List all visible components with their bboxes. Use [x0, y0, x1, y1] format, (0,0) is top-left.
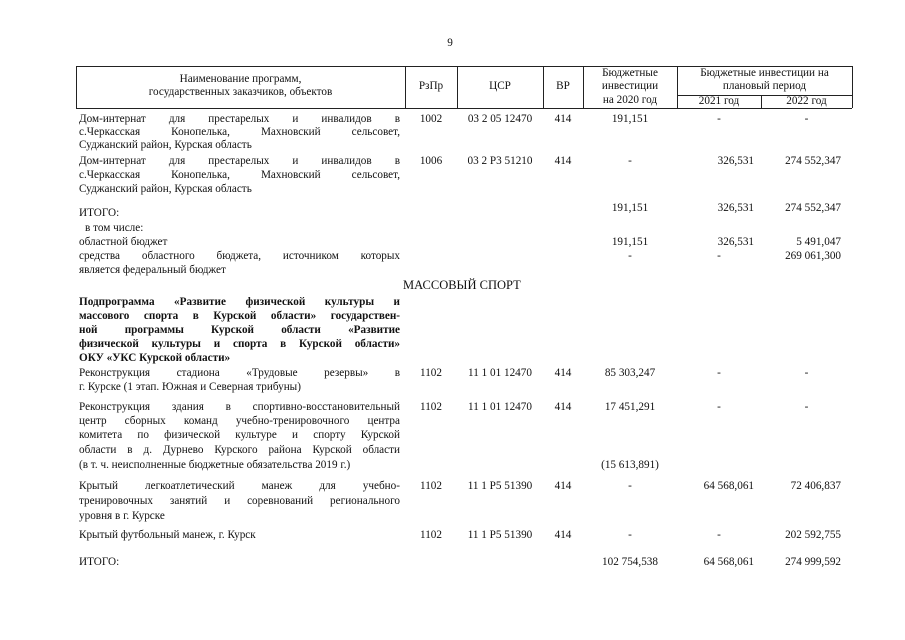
federal-label-line2: является федеральный бюджет	[79, 264, 226, 276]
row4-2020: 17 451,291	[604, 401, 656, 413]
total1-2020: 191,151	[611, 202, 649, 214]
header-year-2021: 2021 год	[698, 95, 740, 107]
row5-2022: 72 406,837	[790, 480, 841, 492]
row4-name-line2: центр сборных команд учебно-тренировочного центра	[79, 415, 400, 427]
federal-2020: -	[628, 250, 632, 262]
row5-rzpr: 1102	[420, 480, 442, 492]
row6-name: Крытый футбольный манеж, г. Курск	[79, 529, 256, 541]
row5-csr: 11 1 Р5 51390	[467, 480, 533, 492]
subprogram-line3: ной программы Курской области «Развитие	[79, 324, 400, 336]
row2-2021: 326,531	[717, 155, 754, 167]
row5-name-line1: Крытый легкоатлетический манеж для учебно-	[79, 480, 400, 492]
section-heading: МАССОВЫЙ СПОРТ	[403, 278, 521, 292]
subprogram-line4: физической культуры и спорта в Курской области»	[79, 338, 400, 350]
total2-2022: 274 999,592	[785, 556, 841, 568]
row1-name-line2: с.Черкасская Конопелька, Махновский сельсовет,	[79, 126, 400, 138]
row2-2022: 274 552,347	[785, 155, 841, 167]
row5-name-line3: уровня в г. Курске	[79, 510, 165, 522]
row2-csr: 03 2 Р3 51210	[467, 155, 533, 167]
header-vr: ВР	[556, 80, 570, 92]
total2-2021: 64 568,061	[703, 556, 754, 568]
regional-2022: 5 491,047	[796, 236, 841, 248]
regional-2020: 191,151	[611, 236, 649, 248]
header-name-line2: государственных заказчиков, объектов	[148, 86, 333, 98]
header-rzpr: РзПр	[418, 80, 444, 92]
total1-2021: 326,531	[717, 202, 754, 214]
row4-name-line3: комитета по физической культуре и спорту Курской	[79, 429, 400, 441]
row1-rzpr: 1002	[419, 113, 443, 125]
header-inv2020-line1: Бюджетные	[602, 67, 658, 79]
row3-2020: 85 303,247	[604, 367, 656, 379]
header-plan-line1: Бюджетные инвестиции на	[700, 67, 829, 79]
including-label: в том числе:	[85, 222, 144, 234]
page-number: 9	[447, 37, 453, 49]
row2-rzpr: 1006	[419, 155, 443, 167]
total2-2020: 102 754,538	[602, 556, 658, 568]
header-inv2020-line3: на 2020 год	[602, 94, 658, 106]
table-header-bottom-border	[76, 108, 852, 109]
row4-2020-unfulfilled: (15 613,891)	[601, 459, 659, 471]
federal-2021: -	[717, 250, 721, 262]
row5-2021: 64 568,061	[703, 480, 754, 492]
row6-csr: 11 1 Р5 51390	[467, 529, 533, 541]
subprogram-line5: ОКУ «УКС Курской области»	[79, 352, 231, 364]
regional-label: областной бюджет	[79, 236, 168, 248]
header-name-line1: Наименование программ,	[179, 73, 302, 85]
row4-name-line1: Реконструкция здания в спортивно-восстановительный	[79, 401, 400, 413]
row2-name-line2: с.Черкасская Конопелька, Махновский сельсовет,	[79, 169, 400, 181]
row6-vr: 414	[554, 529, 572, 541]
row4-name-line4: области в д. Дурнево Курского района Курской области	[79, 444, 400, 456]
row3-rzpr: 1102	[420, 367, 442, 379]
row4-name-line5: (в т. ч. неисполненные бюджетные обязательства 2019 г.)	[79, 459, 351, 471]
total1-label: ИТОГО:	[79, 207, 120, 219]
row1-csr: 03 2 05 12470	[467, 113, 533, 125]
header-inv2020-line2: инвестиции	[601, 80, 659, 92]
row5-vr: 414	[554, 480, 572, 492]
row4-rzpr: 1102	[420, 401, 442, 413]
row6-2022: 202 592,755	[785, 529, 841, 541]
row2-2020: -	[628, 155, 632, 167]
header-plan-line2: плановый период	[722, 80, 807, 92]
total2-label: ИТОГО:	[79, 556, 120, 568]
row1-vr: 414	[554, 113, 572, 125]
row5-name-line2: тренировочных занятий и соревнований регионального	[79, 495, 400, 507]
row3-csr: 11 1 01 12470	[468, 367, 532, 379]
row3-name-line1: Реконструкция стадиона «Трудовые резервы» в	[79, 367, 400, 379]
row4-2021: -	[717, 401, 721, 413]
row1-2022: -	[804, 113, 809, 125]
row6-rzpr: 1102	[420, 529, 442, 541]
total1-2022: 274 552,347	[785, 202, 841, 214]
row3-name-line2: г. Курске (1 этап. Южная и Северная трибуны)	[79, 381, 301, 393]
row2-vr: 414	[554, 155, 572, 167]
subprogram-line1: Подпрограмма «Развитие физической культуры и	[79, 296, 400, 308]
row4-vr: 414	[554, 401, 572, 413]
row3-2022: -	[804, 367, 809, 379]
row4-2022: -	[804, 401, 809, 413]
row1-2021: -	[717, 113, 721, 125]
header-border-right	[852, 66, 853, 108]
subprogram-line2: массового спорта в Курской области» государствен-	[79, 310, 400, 322]
row1-2020: 191,151	[611, 113, 649, 125]
row4-csr: 11 1 01 12470	[468, 401, 532, 413]
row3-2021: -	[717, 367, 721, 379]
federal-2022: 269 061,300	[785, 250, 841, 262]
row6-2020: -	[628, 529, 632, 541]
header-year-2022: 2022 год	[786, 95, 827, 107]
row1-name-line3: Суджанский район, Курская область	[79, 139, 252, 151]
federal-label-line1: средства областного бюджета, источником которых	[79, 250, 400, 262]
row5-2020: -	[628, 480, 632, 492]
row3-vr: 414	[554, 367, 572, 379]
row2-name-line1: Дом-интернат для престарелых и инвалидов в	[79, 155, 400, 167]
row6-2021: -	[717, 529, 721, 541]
row1-name-line1: Дом-интернат для престарелых и инвалидов в	[79, 113, 400, 125]
header-csr: ЦСР	[489, 80, 511, 92]
regional-2021: 326,531	[717, 236, 754, 248]
row2-name-line3: Суджанский район, Курская область	[79, 183, 252, 195]
